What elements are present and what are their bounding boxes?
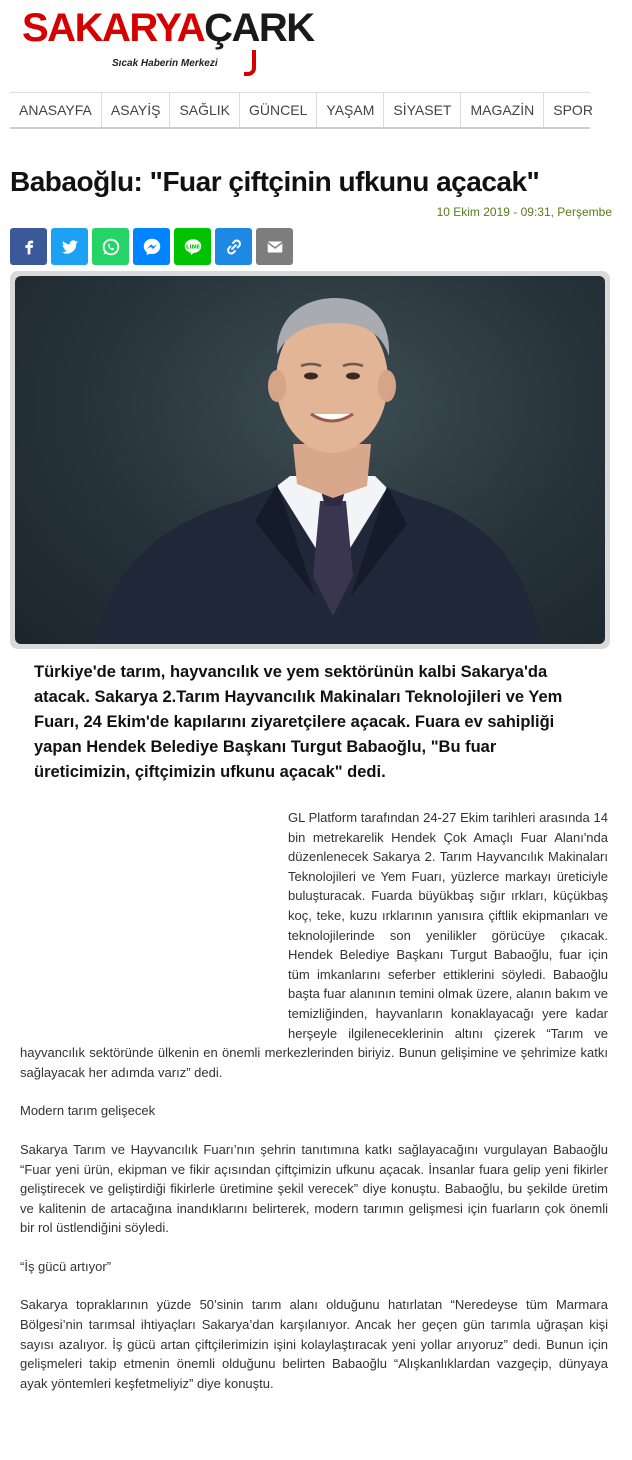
- share-whatsapp-button[interactable]: [92, 228, 129, 265]
- article-date: 10 Ekim 2019 - 09:31, Perşembe: [436, 205, 612, 219]
- share-line-button[interactable]: [174, 228, 211, 265]
- logo-part2: ÇARK: [204, 6, 314, 50]
- article-title: Babaoğlu: "Fuar çiftçinin ufkunu açacak": [10, 166, 540, 197]
- nav-item-siyaset[interactable]: SİYASET: [384, 93, 461, 127]
- site-logo[interactable]: [22, 6, 322, 76]
- messenger-icon: [141, 236, 163, 258]
- article-image: [10, 271, 610, 649]
- link-icon: [223, 236, 245, 258]
- nav-item-guncel[interactable]: GÜNCEL: [240, 93, 317, 127]
- nav-item-saglik[interactable]: SAĞLIK: [170, 93, 240, 127]
- ad-placeholder: [20, 808, 288, 1043]
- article-subheading: Modern tarım gelişecek: [20, 1103, 156, 1119]
- share-facebook-button[interactable]: [10, 228, 47, 265]
- share-email-button[interactable]: [256, 228, 293, 265]
- nav-item-spor[interactable]: SPOR: [553, 102, 593, 118]
- svg-text:LINE: LINE: [185, 243, 200, 250]
- logo-tagline: Sıcak Haberin Merkezi: [112, 58, 218, 69]
- nav-item-magazin[interactable]: MAGAZİN: [461, 93, 544, 127]
- nav-item-asayis[interactable]: ASAYİŞ: [102, 93, 171, 127]
- portrait-photo: [15, 276, 605, 644]
- article-subheading: “İş gücü artıyor”: [20, 1258, 112, 1274]
- logo-text: [22, 6, 314, 50]
- logo-hook-mark: [244, 50, 256, 76]
- article-paragraph: Sakarya Tarım ve Hayvancılık Fuarı’nın şehrin tanıtımına katkı sağlayacağını vurgulayan Babaoğlu “Fuar yeni ürün, ekipman ve fikir açısından çiftçimizin ufkunu açacak. İnsanlar fuara gelip yeni fikirler geliştirecek ve geliştirdiği fikirlerle üretimine şekil verecek” diye konuştu. Babaoğlu, bu şekilde üretim ve kalitenin de artacağına inandıklarını belirterek, modern tarımın gelişmesi için fuarların çok önemli bir rol üstlendiğini söyledi.: [20, 1141, 608, 1236]
- article-paragraph: Sakarya topraklarının yüzde 50’sinin tarım alanı olduğunu hatırlatan “Neredeyse tüm Marmara Bölgesi’nin tarımsal ihtiyaçları Sakarya’dan karşılanıyor. Ancak her geçen gün tarımla uğraşan kişi sayısı azalıyor. İş gücü artan çiftçilerimizin işini kolaylaştıracak yeni yollar arıyoruz” dedi. Bunun için gelişmeleri takip etmenin önemli olduğunu belirten Babaoğlu “Alışkanlıklardan vazgeçip, dünyaya ayak yöntemleri keşfetmeliyiz” diye konuştu.: [20, 1297, 608, 1391]
- share-messenger-button[interactable]: [133, 228, 170, 265]
- main-nav: [10, 92, 593, 129]
- share-bar: [10, 228, 293, 265]
- share-link-button[interactable]: [215, 228, 252, 265]
- line-icon: [182, 236, 204, 258]
- nav-item-yasam[interactable]: YAŞAM: [317, 93, 384, 127]
- article-paragraph: GL Platform tarafından 24-27 Ekim tarihleri arasında 14 bin metrekarelik Hendek Çok Amaçlı Fuar Alanı'nda düzenlenecek Sakarya 2. Tarım Hayvancılık Makinaları Teknolojileri ve Yem Fuarı, yüzlerce markayı üreticiyle buluşturacak. Fuarda büyükbaş sığır ırkları, küçükbaş koç, teke, kuzu ırklarının yanısıra çiftlik ekipmanları ve teknolojilerinde son yenilikler görücüye çıkacak. Hendek Belediye Başkanı Turgut Babaoğlu, fuar için tüm imkanlarını seferber ettiklerini söyledi. Babaoğlu başta fuar alanının temini olmak üzere, alanın bakım ve temizliğinden, hayvanların konaklayacağı yere kadar herşeyle ilgileneceklerinin altını çizerek “Tarım ve hayvancılık sektöründe ülkenin en önemli merkezlerinden biriyiz. Bunun gelişimine ve şehrimize katkı sağlayacak her adımda varız” dedi.: [20, 810, 608, 1080]
- article-body: [20, 808, 608, 1412]
- logo-part1: SAKARYA: [22, 6, 205, 50]
- nav-item-anasayfa[interactable]: ANASAYFA: [10, 93, 102, 127]
- whatsapp-icon: [100, 236, 122, 258]
- share-twitter-button[interactable]: [51, 228, 88, 265]
- twitter-icon: [59, 236, 81, 258]
- portrait-illustration: [15, 276, 605, 644]
- facebook-icon: [18, 236, 40, 258]
- email-icon: [264, 236, 286, 258]
- article-lead: Türkiye'de tarım, hayvancılık ve yem sektörünün kalbi Sakarya'da atacak. Sakarya 2.Tarım Hayvancılık Makinaları Teknolojileri ve Yem Fuarı, 24 Ekim'de kapılarını ziyaretçilere açacak. Fuara ev sahipliği yapan Hendek Belediye Başkanı Turgut Babaoğlu, "Bu fuar üreticimizin, çiftçimizin ufkunu açacak" dedi.: [34, 663, 563, 781]
